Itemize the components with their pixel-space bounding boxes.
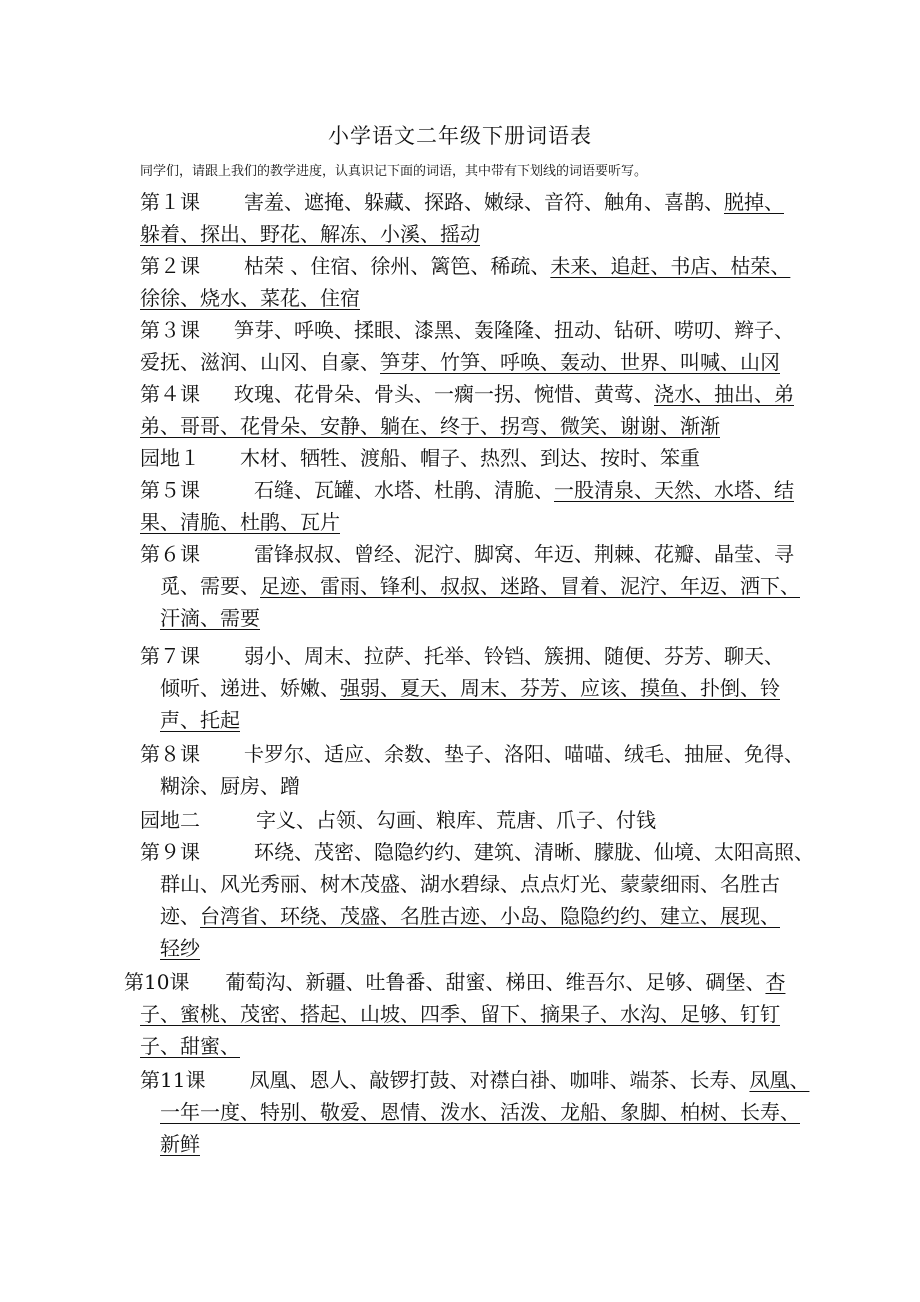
words-recognize: 糊涂、厨房、蹭	[160, 774, 300, 798]
words-recognize: 枯荣 、住宿、徐州、篱笆、稀疏、	[244, 254, 551, 278]
vocab-line	[140, 506, 340, 538]
words-dictation: 子、甜蜜、	[140, 1034, 240, 1058]
lesson-label: 第５课	[140, 478, 200, 502]
vocab-line	[160, 672, 780, 704]
vocab-line	[124, 966, 785, 998]
words-recognize: 卡罗尔、适应、余数、垫子、洛阳、喵喵、绒毛、抽屉、免得、	[244, 742, 804, 766]
vocab-line	[140, 836, 814, 868]
vocab-line	[160, 570, 800, 602]
vocab-line	[160, 602, 260, 634]
words-dictation: 果、清脆、杜鹃、瓦片	[140, 510, 340, 534]
words-recognize: 玫瑰、花骨朵、骨头、一瘸一拐、惋惜、黄莺、	[234, 382, 654, 406]
lesson-label: 第４课	[140, 382, 200, 406]
words-dictation: 子、蜜桃、茂密、搭起、山坡、四季、留下、摘果子、水沟、足够、钉钉	[140, 1002, 780, 1026]
lesson-label: 第２课	[140, 254, 200, 278]
words-recognize: 雷锋叔叔、曾经、泥泞、脚窝、年迈、荆棘、花瓣、晶莹、寻	[254, 542, 794, 566]
words-dictation: 笋芽、竹笋、呼唤、轰动、世界、叫喊、山冈	[380, 350, 780, 374]
vocab-line	[140, 538, 794, 570]
vocab-line	[160, 1128, 200, 1160]
lesson-label: 第３课	[140, 318, 200, 342]
words-dictation: 躲着、探出、野花、解冻、小溪、摇动	[140, 222, 480, 246]
words-recognize: 迹、	[160, 904, 200, 928]
words-recognize: 笋芽、呼唤、揉眼、漆黑、轰隆隆、扭动、钻研、唠叨、辫子、	[234, 318, 794, 342]
words-dictation: 台湾省、环绕、茂盛、名胜古迹、小岛、隐隐约约、建立、展现、	[200, 904, 780, 928]
words-recognize: 害羞、遮掩、躲藏、探路、嫩绿、音符、触角、喜鹊、	[244, 190, 724, 214]
words-recognize: 石缝、瓦罐、水塔、杜鹃、清脆、	[254, 478, 554, 502]
lesson-label: 第１课	[140, 190, 200, 214]
vocab-line	[140, 998, 780, 1030]
vocab-line	[160, 770, 300, 802]
vocab-line	[140, 1030, 240, 1062]
lesson-label: 第10课	[124, 970, 190, 994]
vocab-line	[140, 804, 656, 836]
words-dictation: 凤凰、	[749, 1068, 810, 1092]
words-dictation: 新鲜	[160, 1132, 200, 1156]
words-recognize: 葡萄沟、新疆、吐鲁番、甜蜜、梯田、维吾尔、足够、碉堡、	[225, 970, 766, 994]
vocab-line	[140, 186, 784, 218]
words-recognize: 环绕、茂密、隐隐约约、建筑、清晰、朦胧、仙境、太阳高照、	[254, 840, 814, 864]
words-dictation: 一年一度、特别、敬爱、恩情、泼水、活泼、龙船、象脚、柏树、长寿、	[160, 1100, 800, 1124]
words-dictation: 声、托起	[160, 708, 240, 732]
words-recognize: 字义、占领、勾画、粮库、荒唐、爪子、付钱	[256, 808, 656, 832]
vocab-line	[140, 378, 794, 410]
vocab-line	[140, 640, 784, 672]
vocab-line	[160, 1096, 800, 1128]
lesson-label: 园地二	[140, 808, 200, 832]
lesson-label: 第８课	[140, 742, 200, 766]
words-recognize: 弱小、周末、拉萨、托举、铃铛、簇拥、随便、芬芳、聊天、	[244, 644, 784, 668]
words-dictation: 徐徐、烧水、菜花、住宿	[140, 286, 360, 310]
lesson-label: 第６课	[140, 542, 200, 566]
lesson-label: 园地１	[140, 446, 200, 470]
vocab-line	[140, 474, 794, 506]
words-dictation: 足迹、雷雨、锋利、叔叔、迷路、冒着、泥泞、年迈、洒下、	[260, 574, 800, 598]
words-dictation: 杏	[765, 970, 786, 994]
words-dictation: 弟、哥哥、花骨朵、安静、躺在、终于、拐弯、微笑、谢谢、渐渐	[140, 414, 720, 438]
page-title: 小学语文二年级下册词语表	[328, 124, 592, 148]
words-recognize: 倾听、递进、娇嫩、	[160, 676, 340, 700]
words-dictation: 浇水、抽出、弟	[654, 382, 794, 406]
vocab-line	[140, 218, 480, 250]
words-recognize: 群山、风光秀丽、树木茂盛、湖水碧绿、点点灯光、蒙蒙细雨、名胜古	[160, 872, 780, 896]
words-recognize: 爱抚、滋润、山冈、自豪、	[140, 350, 380, 374]
words-dictation: 强弱、夏天、周末、芬芳、应该、摸鱼、扑倒、铃	[340, 676, 780, 700]
vocab-line	[160, 704, 240, 736]
vocab-line	[160, 900, 780, 932]
vocab-line	[140, 738, 804, 770]
vocab-line	[140, 410, 720, 442]
vocab-line	[140, 250, 790, 282]
lesson-label: 第９课	[140, 840, 200, 864]
words-recognize: 木材、牺牲、渡船、帽子、热烈、到达、按时、笨重	[240, 446, 700, 470]
lesson-label: 第11课	[140, 1068, 206, 1092]
words-dictation: 一股清泉、天然、水塔、结	[554, 478, 794, 502]
words-dictation: 汗滴、需要	[160, 606, 260, 630]
vocab-line	[160, 932, 200, 964]
lesson-label: 第７课	[140, 644, 200, 668]
words-dictation: 轻纱	[160, 936, 200, 960]
vocab-line	[140, 1064, 809, 1096]
words-recognize: 凤凰、恩人、敲锣打鼓、对襟白褂、咖啡、端茶、长寿、	[249, 1068, 750, 1092]
words-dictation: 脱掉、	[724, 190, 784, 214]
vocab-line	[140, 282, 360, 314]
words-dictation: 未来、追赶、书店、枯荣、	[550, 254, 791, 278]
intro-note: 同学们，请跟上我们的教学进度，认真识记下面的词语，其中带有下划线的词语要听写。	[140, 164, 648, 179]
words-recognize: 觅、需要、	[160, 574, 260, 598]
vocab-line	[140, 346, 780, 378]
vocab-line	[140, 314, 794, 346]
vocab-line	[140, 442, 700, 474]
vocab-line	[160, 868, 780, 900]
